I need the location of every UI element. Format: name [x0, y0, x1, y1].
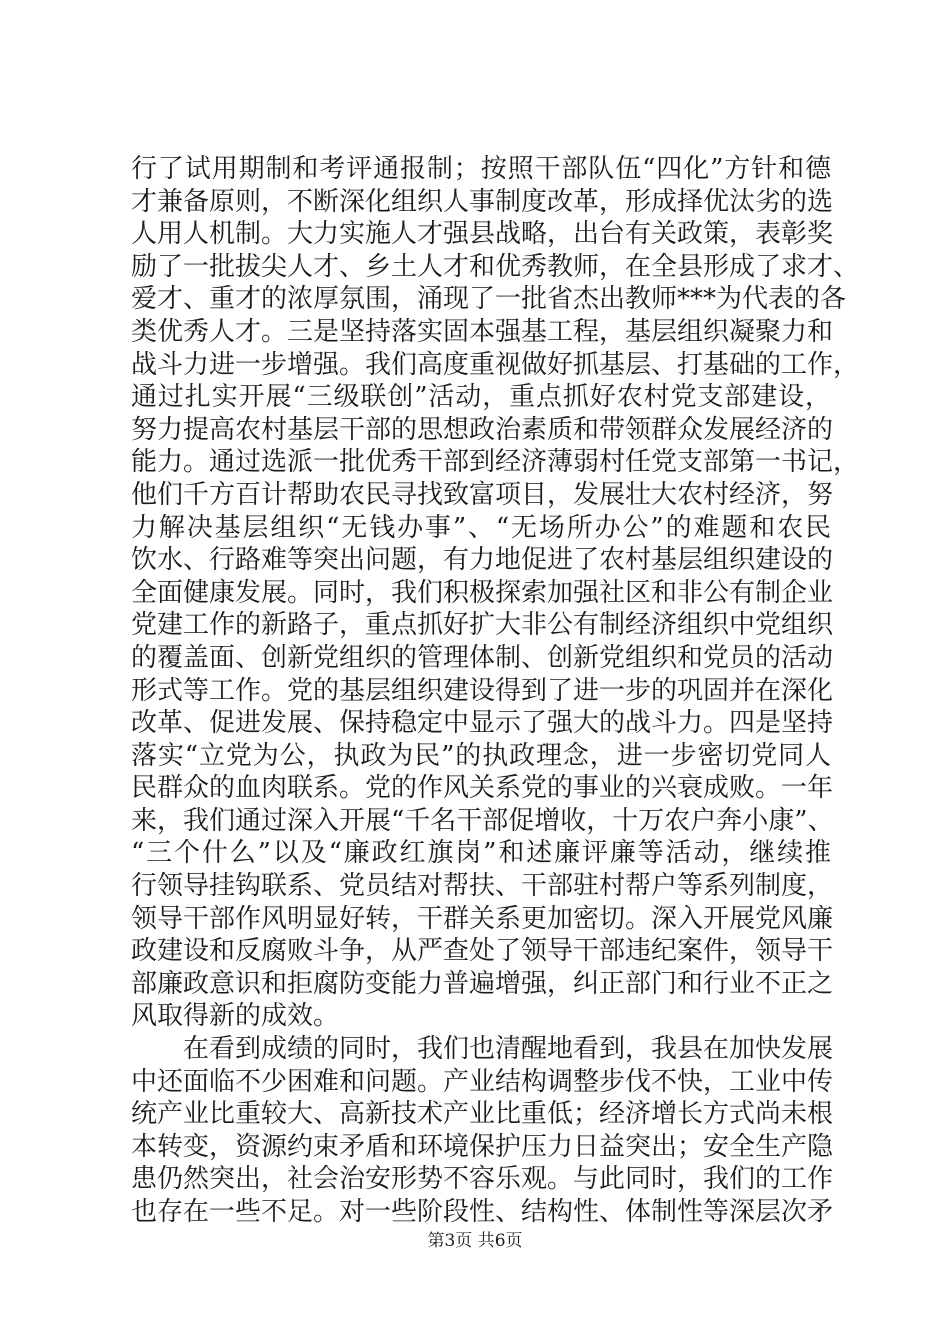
text-line: 才兼备原则，不断深化组织人事制度改革，形成择优汰劣的选: [131, 186, 834, 217]
text-line: 行领导挂钩联系、党员结对帮扶、干部驻村帮户等系列制度，: [131, 871, 834, 902]
body-text: [131, 153, 860, 1229]
text-line: 来，我们通过深入开展“千名干部促增收，十万农户奔小康”、: [131, 805, 834, 836]
paragraph-end-line: 风取得新的成效。: [131, 1001, 340, 1032]
page-footer: 第3页 共6页: [427, 1231, 523, 1251]
text-line: 患仍然突出，社会治安形势不容乐观。与此同时，我们的工作: [131, 1164, 834, 1195]
text-line: 通过扎实开展“三级联创”活动，重点抓好农村党支部建设，: [131, 382, 831, 413]
text-line: 党建工作的新路子，重点抓好扩大非公有制经济组织中党组织: [131, 610, 834, 641]
text-line: 战斗力进一步增强。我们高度重视做好抓基层、打基础的工作，: [131, 349, 860, 380]
text-line: 努力提高农村基层干部的思想政治素质和带领群众发展经济的: [131, 414, 834, 445]
text-line: 民群众的血肉联系。党的作风关系党的事业的兴衰成败。一年: [131, 773, 834, 804]
paragraph-start-line: 在看到成绩的同时，我们也清醒地看到，我县在加快发展: [131, 1034, 834, 1065]
text-line: “三个什么”以及“廉政红旗岗”和述廉评廉等活动，继续推: [131, 838, 831, 869]
text-line: 行了试用期制和考评通报制；按照干部队伍“四化”方针和德: [131, 154, 831, 184]
text-line: 统产业比重较大、高新技术产业比重低；经济增长方式尚未根: [131, 1099, 834, 1130]
text-line: 全面健康发展。同时，我们积极探索加强社区和非公有制企业: [131, 577, 834, 608]
text-line: 本转变，资源约束矛盾和环境保护压力日益突出；安全生产隐: [131, 1131, 834, 1162]
text-line: 他们千方百计帮助农民寻找致富项目，发展壮大农村经济，努: [131, 479, 834, 510]
text-line: 中还面临不少困难和问题。产业结构调整步伐不快，工业中传: [131, 1066, 834, 1097]
text-line: 力解决基层组织“无钱办事”、“无场所办公”的难题和农民: [131, 512, 831, 543]
text-line: 励了一批拔尖人才、乡土人才和优秀教师，在全县形成了求才、: [131, 251, 860, 282]
text-line: 政建设和反腐败斗争，从严查处了领导干部违纪案件，领导干: [131, 936, 834, 967]
text-line: 部廉政意识和拒腐防变能力普遍增强，纠正部门和行业不正之: [131, 968, 834, 999]
text-line: 能力。通过选派一批优秀干部到经济薄弱村任党支部第一书记，: [131, 447, 860, 478]
text-line: 落实“立党为公，执政为民”的执政理念，进一步密切党同人: [131, 740, 831, 771]
text-line: 人用人机制。大力实施人才强县战略，出台有关政策，表彰奖: [131, 219, 834, 250]
text-line: 类优秀人才。三是坚持落实固本强基工程，基层组织凝聚力和: [131, 316, 834, 347]
text-line: 爱才、重才的浓厚氛围，涌现了一批省杰出教师***为代表的各: [131, 284, 847, 315]
text-line: 形式等工作。党的基层组织建设得到了进一步的巩固并在深化: [131, 675, 834, 706]
text-line: 领导干部作风明显好转，干群关系更加密切。深入开展党风廉: [131, 903, 834, 934]
text-line: 饮水、行路难等突出问题，有力地促进了农村基层组织建设的: [131, 545, 834, 576]
text-line: 也存在一些不足。对一些阶段性、结构性、体制性等深层次矛: [131, 1197, 834, 1227]
text-line: 改革、促进发展、保持稳定中显示了强大的战斗力。四是坚持: [131, 708, 834, 739]
text-line: 的覆盖面、创新党组织的管理体制、创新党组织和党员的活动: [131, 642, 834, 673]
